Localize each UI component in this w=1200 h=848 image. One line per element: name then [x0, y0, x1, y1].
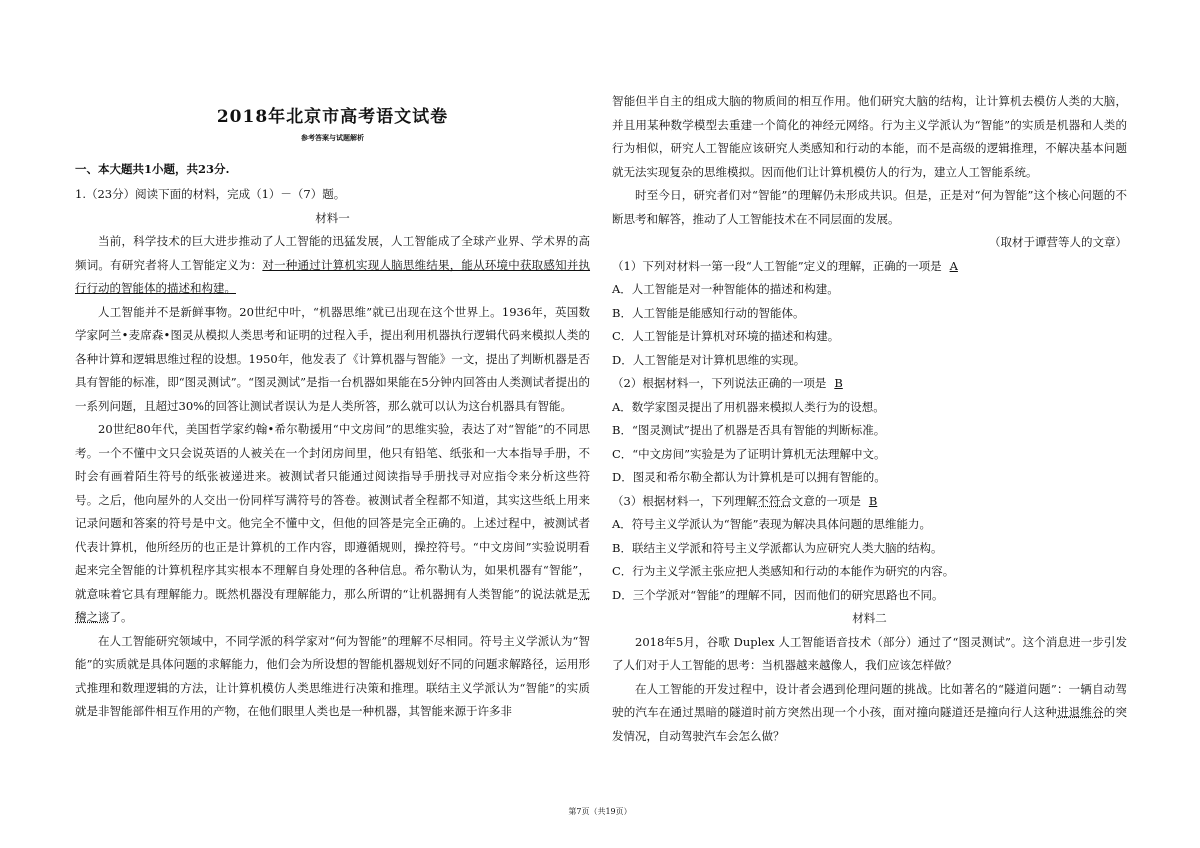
paragraph-2: 人工智能并不是新鲜事物。20世纪中叶，“机器思维”就已出现在这个世界上。1936年，英国数学家阿兰•麦席森•图灵从模拟人类思考和证明的过程入手，提出利用机器执行逻辑代码来模拟人类的各种计算和逻辑思维过程的设想。1950年，他发表了《计算机器与智能》一文，提出了判断机器是否具有智能的标准，即“图灵测试”。“图灵测试”是指一台机器如果能在5分钟内回答由人类测试者提出的一系列问题，且超过30%的回答让测试者误认为是人类所答，那么就可以认为这台机器具有智能。: [75, 304, 590, 413]
page-subtitle: 参考答案与试题解析: [301, 133, 364, 142]
question-3-stem: [612, 490, 1127, 514]
paragraph-8: [612, 678, 1127, 749]
question-1-stem: [612, 255, 1127, 279]
paragraph-7: 2018年5月，谷歌 Duplex 人工智能语音技术（部分）通过了“图灵测试”。这个消息进一步引发了人们对于人工智能的思考：当机器越来越像人，我们应该怎样做？: [612, 634, 1127, 672]
question-2-stem: [612, 372, 1127, 396]
paragraph-4: 在人工智能研究领域中，不同学派的科学家对“何为智能”的理解不尽相同。符号主义学派认为“智能”的实质就是具体问题的求解能力，他们会为所设想的智能机器规划好不同的问题求解路径，运用形式推理和数理逻辑的方法，让计算机模仿人类思维进行决策和推理。联结主义学派认为“智能”的实质就是非智能部件相互作用的产物，在他们眼里人类也是一种机器，其智能来源于许多非: [75, 633, 590, 718]
paragraph-5: 智能但半自主的组成大脑的物质间的相互作用。他们研究大脑的结构，让计算机去模仿人类的大脑，并且用某种数学模型去重建一个简化的神经元网络。行为主义学派认为“智能”的实质是机器和人类的行为相似，研究人工智能应该研究人类感知和行动的本能，而不是高级的逻辑推理，不解决基本问题就无法实现复杂的思维模拟。因而他们让计算机模仿人的行为，建立人工智能系统。: [612, 94, 1127, 179]
q1-option-b: B．人工智能是能感知行动的智能体。: [612, 305, 805, 320]
page-footer: 第7页（共19页）: [568, 807, 632, 816]
paragraph-1-text: 当前，科学技术的巨大进步推动了人工智能的迅猛发展，人工智能成了全球产业界、学术界的高频词。有研究者将人工智能定义为：: [75, 234, 590, 272]
answer-3: B: [868, 493, 878, 508]
paragraph-3-end: 了。: [109, 610, 133, 624]
right-column: [612, 90, 1127, 748]
q1-option-d: D．人工智能是对计算机思维的实现。: [612, 352, 806, 367]
material-2-title: 材料二: [852, 611, 887, 625]
dotted-emphasis: 不符合: [757, 493, 792, 508]
ai-definition-underlined: 对一种通过计算机实现人脑思维结果，能从环境中获取感知并执行行动的智能体的描述和构建。: [75, 257, 591, 295]
section-heading: 一、本大题共1小题，共23分.: [75, 162, 230, 176]
page-title: 2018年北京市高考语文试卷: [216, 107, 449, 127]
paragraph-3: [75, 418, 590, 630]
paragraph-8-end: 的突发情况，自动驾驶汽车会怎么做？: [612, 705, 1128, 743]
q2-option-b: B．“图灵测试”提出了机器是否具有智能的判断标准。: [612, 423, 886, 437]
q1-option-a: A．人工智能是对一种智能体的描述和构建。: [612, 282, 839, 296]
q3-option-a: A．符号主义学派认为“智能”表现为解决具体问题的思维能力。: [612, 517, 932, 531]
dotted-emphasis: 进退维谷: [1056, 705, 1104, 719]
q2-option-d: D．图灵和希尔勒全都认为计算机是可以拥有智能的。: [612, 470, 886, 484]
q1-option-c: C．人工智能是计算机对环境的描述和构建。: [612, 329, 840, 343]
dotted-emphasis: 无稽之谈: [75, 586, 590, 624]
question-3-text: （3）根据材料一，下列理解: [612, 493, 758, 508]
material-1-title: 材料一: [315, 210, 350, 225]
left-column: [75, 90, 590, 724]
paragraph-8-text: 在人工智能的开发过程中，设计者会遇到伦理问题的挑战。比如著名的“隧道问题”：一辆自动驾驶的汽车在通过黑暗的隧道时前方突然出现一个小孩，面对撞向隧道还是撞向行人这种: [612, 681, 1127, 719]
paragraph-1: [75, 230, 590, 301]
paragraph-3-text: 20世纪80年代，美国哲学家约翰•希尔勒援用“中文房间”的思维实验，表达了对“智能”的不同思考。一个不懂中文只会说英语的人被关在一个封闭房间里，他只有铅笔、纸张和一大本指导手册，不时会有画着陌生符号的纸张被递进来。被测试者只能通过阅读指导手册找寻对应指令来分析这些符号。之后，他向屋外的人交出一份同样写满符号的答卷。被测试者全程都不知道，其实这些纸上用来记录问题和答案的符号是中文。他完全不懂中文，但他的回答是完全正确的。上述过程中，被测试者代表计算机，他所经历的也正是计算机的工作内容，即遵循规则，操控符号。“中文房间”实验说明看起来完全智能的计算机程序其实根本不理解自身处理的各种信息。希尔勒认为，如果机器有“智能”，就意味着它具有理解能力。既然机器没有理解能力，那么所谓的“让机器拥有人类智能”的说法就是: [75, 422, 590, 601]
question-2-text: （2）根据材料一，下列说法正确的一项是: [612, 376, 827, 390]
paragraph-6: 时至今日，研究者们对“智能”的理解仍未形成共识。但是，正是对“何为智能”这个核心问题的不断思考和解答，推动了人工智能技术在不同层面的发展。: [612, 188, 1127, 226]
q3-option-d: D．三个学派对“智能”的理解不同，因而他们的研究思路也不同。: [612, 587, 944, 602]
answer-2: B: [834, 376, 843, 390]
q3-option-c: C．行为主义学派主张应把人类感知和行动的本能作为研究的内容。: [612, 564, 955, 578]
q2-option-a: A．数学家图灵提出了用机器来模拟人类行为的设想。: [612, 399, 885, 414]
question-3-text-end: 文意的一项是: [791, 493, 861, 508]
source-note: （取材于谭营等人的文章）: [989, 235, 1127, 249]
answer-1: A: [949, 258, 958, 273]
q3-option-b: B．联结主义学派和符号主义学派都认为应研究人类大脑的结构。: [612, 540, 943, 555]
question-intro: 1.（23分）阅读下面的材料，完成（1）－（7）题。: [75, 187, 346, 201]
q2-option-c: C．“中文房间”实验是为了证明计算机无法理解中文。: [612, 446, 886, 461]
question-1-text: （1）下列对材料一第一段“人工智能”定义的理解，正确的一项是: [612, 258, 942, 273]
